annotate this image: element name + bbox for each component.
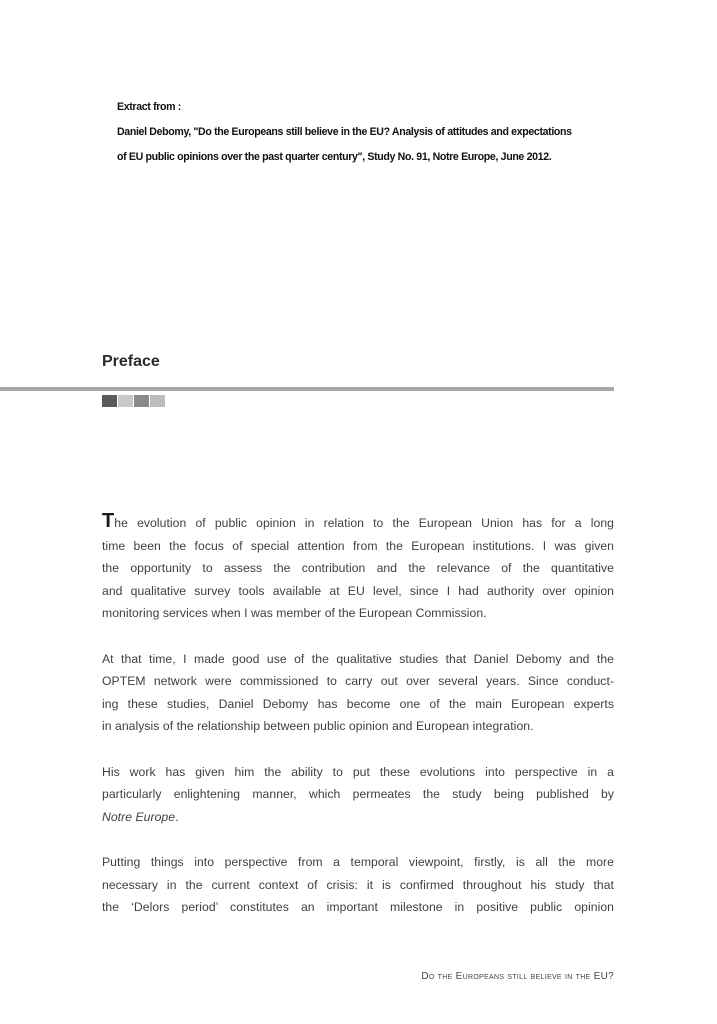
p1-line-1: he evolution of public opinion in relation to the European Union has for a long xyxy=(114,516,614,530)
p2-line-2: OPTEM network were commissioned to carry out over several years. Since conduct- xyxy=(102,674,614,689)
drop-cap: T xyxy=(102,510,115,532)
p1-line-2: time been the focus of special attention from the European institutions. I was given xyxy=(102,538,614,553)
square-1 xyxy=(102,395,117,407)
heading-rule xyxy=(0,387,614,391)
p2-line-4: in analysis of the relationship between public opinion and European integration. xyxy=(102,719,534,734)
p1-line-3: the opportunity to assess the contribution and the relevance of the quantitative xyxy=(102,561,614,576)
p3-line-1: His work has given him the ability to put these evolutions into perspective in a xyxy=(102,764,614,779)
square-3 xyxy=(134,395,149,407)
decorative-squares xyxy=(102,395,166,407)
p2-line-1: At that time, I made good use of the qualitative studies that Daniel Debomy and the xyxy=(102,651,614,666)
p1-line-4: and qualitative survey tools available at EU level, since I had authority over opinion xyxy=(102,583,614,598)
preface-body xyxy=(102,511,614,941)
running-footer: Do the Europeans still believe in the EU? xyxy=(421,971,614,982)
extract-label: Extract from : xyxy=(117,101,181,113)
p4-line-2: necessary in the current context of crisis: it is confirmed throughout his study that xyxy=(102,877,614,892)
p3-line-2: particularly enlightening manner, which permeates the study being published by xyxy=(102,787,614,802)
square-4 xyxy=(150,395,165,407)
extract-line-2: of EU public opinions over the past quarter century", Study No. 91, Notre Europe, June 2012. xyxy=(117,151,552,163)
extract-line-1: Daniel Debomy, "Do the Europeans still believe in the EU? Analysis of attitudes and expectations xyxy=(117,126,572,138)
extract-citation xyxy=(117,95,637,170)
p2-line-3: ing these studies, Daniel Debomy has become one of the main European experts xyxy=(102,696,614,711)
p4-line-1: Putting things into perspective from a temporal viewpoint, firstly, is all the more xyxy=(102,854,614,869)
notre-europe-italic: Notre Europe xyxy=(102,809,176,824)
section-heading: Preface xyxy=(102,353,160,370)
p1-line-5: monitoring services when I was member of the European Commission. xyxy=(102,606,487,621)
paragraph-4 xyxy=(102,851,614,919)
square-2 xyxy=(118,395,133,407)
paragraph-1 xyxy=(102,511,614,625)
paragraph-2 xyxy=(102,648,614,738)
p3-end: . xyxy=(175,809,179,824)
p4-line-3: the ‘Delors period’ constitutes an important milestone in positive public opinion xyxy=(102,900,614,915)
paragraph-3 xyxy=(102,761,614,829)
